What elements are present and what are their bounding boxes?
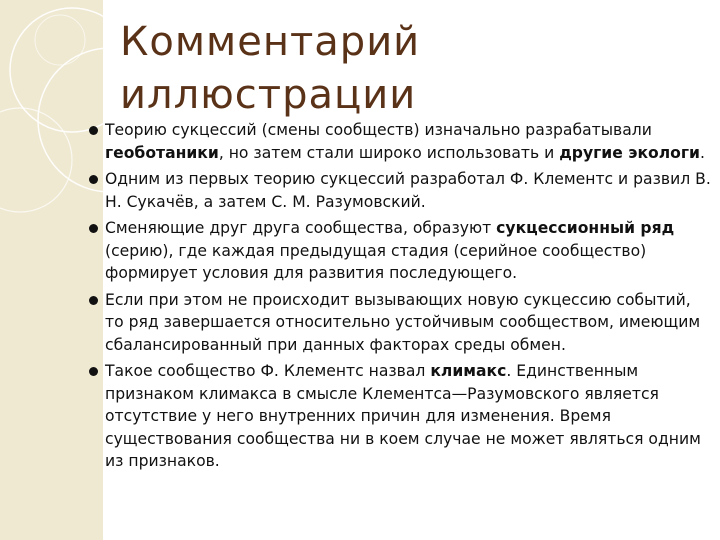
bullet-bold-term: сукцессионный ряд: [496, 219, 675, 237]
bullet-item: [87, 119, 712, 164]
bullet-list: [87, 119, 712, 477]
bullet-bold-term: другие экологи: [559, 143, 700, 162]
slide-title-line-2: иллюстрации: [120, 72, 417, 118]
bullet-dot-icon: [89, 367, 98, 376]
bullet-text: Теорию сукцессий (смены сообществ) изначально разрабатывали: [105, 121, 652, 139]
bullet-text: Одним из первых теорию сукцессий разработал Ф. Клементс и развил В. Н. Сукачёв, а затем С. М. Разумовский.: [105, 170, 711, 211]
bullet-text: Такое сообщество Ф. Клементс назвал: [105, 362, 431, 380]
bullet-item: [87, 217, 712, 285]
bullet-item: [87, 360, 712, 473]
bullet-dot-icon: [89, 224, 98, 233]
bullet-text: . Единственным признаком климакса в смысле Клементса—Разумовского является отсутствие у него внутренних причин для изменения. Время существования сообщества ни в коем случае не может являться одним из признаков.: [105, 362, 701, 470]
bullet-dot-icon: [89, 175, 98, 184]
bullet-dot-icon: [89, 126, 98, 135]
bullet-text: .: [699, 143, 705, 162]
slide-title-line-1: Комментарий: [120, 19, 421, 65]
bullet-text: Если при этом не происходит вызывающих новую сукцессию событий, то ряд завершается относительно устойчивым сообществом, имеющим сбалансированный при данных факторах среды обмен.: [105, 290, 701, 354]
bullet-dot-icon: [89, 296, 98, 305]
slide-title: [120, 16, 680, 122]
bullet-item: [87, 289, 712, 357]
bullet-item: [87, 168, 712, 213]
bullet-text: Сменяющие друг друга сообщества, образуют: [105, 219, 497, 237]
bullet-text: , но затем стали широко использовать и: [218, 143, 560, 162]
bullet-bold-term: климакс: [430, 362, 507, 380]
bullet-text: (серию), где каждая предыдущая стадия (серийное сообщество) формирует условия для развития последующего.: [105, 241, 647, 282]
bullet-bold-term: геоботаники: [105, 143, 219, 162]
